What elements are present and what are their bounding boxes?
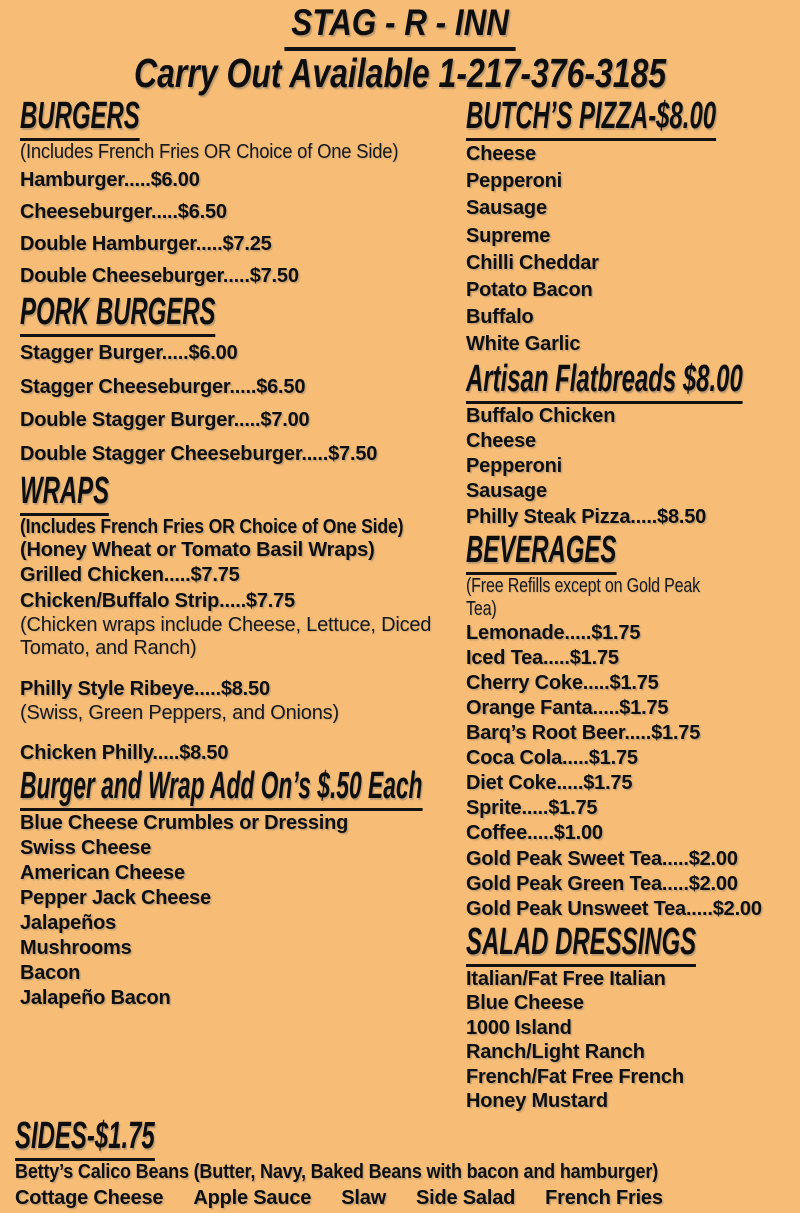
beverages-item-list — [466, 621, 800, 922]
menu-item: Double Stagger Burger.....$7.00 — [20, 409, 310, 432]
flatbreads-item-list — [466, 404, 800, 530]
menu-item: Double Stagger Cheeseburger.....$7.50 — [20, 442, 378, 465]
menu-item: Side Salad — [415, 1187, 516, 1210]
menu-item: Blue Cheese — [466, 992, 584, 1015]
menu-item: Sausage — [466, 197, 547, 220]
menu-item: Blue Cheese Crumbles or Dressing — [20, 812, 349, 835]
salad-dressings-item-list — [466, 967, 800, 1113]
page-title: STAG - R - INN — [284, 2, 515, 51]
menu-item: Lemonade.....$1.75 — [466, 621, 641, 644]
menu-item: Ranch/Light Ranch — [466, 1041, 645, 1064]
menu-item: Grilled Chicken.....$7.75 — [20, 564, 240, 587]
menu-item: Gold Peak Sweet Tea.....$2.00 — [466, 847, 738, 870]
menu-item: Stagger Burger.....$6.00 — [20, 342, 238, 365]
section-pizza — [466, 96, 800, 359]
menu-item: Potato Bacon — [466, 279, 593, 302]
beverages-heading: BEVERAGES — [466, 530, 616, 575]
add-ons-item-list — [20, 811, 462, 1011]
menu-item: Pepper Jack Cheese — [20, 887, 211, 910]
menu-item: Orange Fanta.....$1.75 — [466, 697, 669, 720]
menu-item: Pepperoni — [466, 455, 562, 478]
menu-item: Gold Peak Green Tea.....$2.00 — [466, 872, 738, 895]
wraps-heading: WRAPS — [20, 471, 109, 516]
menu-item: Swiss Cheese — [20, 837, 152, 860]
menu-item: Jalapeño Bacon — [20, 987, 171, 1010]
menu-item: Apple Sauce — [193, 1187, 312, 1210]
menu-item: Cherry Coke.....$1.75 — [466, 671, 659, 694]
pizza-item-list — [466, 141, 800, 359]
burgers-heading: BURGERS — [20, 96, 140, 141]
section-wraps — [20, 471, 462, 766]
section-sides — [15, 1116, 790, 1211]
section-beverages — [466, 530, 800, 922]
menu-item: Coca Cola.....$1.75 — [466, 747, 638, 770]
menu-item: Philly Steak Pizza.....$8.50 — [466, 505, 707, 528]
sides-heading: SIDES-$1.75 — [15, 1116, 155, 1161]
menu-item: Honey Mustard — [466, 1089, 608, 1112]
left-column — [20, 96, 462, 1011]
menu-item: Chicken Philly.....$8.50 — [20, 742, 229, 765]
menu-item: Cheese — [466, 143, 536, 166]
menu-item: Double Hamburger.....$7.25 — [20, 233, 272, 256]
pizza-heading: BUTCH’S PIZZA-$8.00 — [466, 96, 716, 141]
menu-item: Mushrooms — [20, 937, 132, 960]
section-salad-dressings — [466, 922, 800, 1113]
burgers-note: (Includes French Fries OR Choice of One Side) — [20, 141, 399, 164]
menu-item: Slaw — [341, 1187, 386, 1210]
right-column — [466, 96, 800, 1113]
pork-burgers-item-list — [20, 337, 462, 471]
menu-item: Philly Style Ribeye.....$8.50 — [20, 678, 270, 701]
menu-item: Bacon — [20, 962, 81, 985]
menu-item: Italian/Fat Free Italian — [466, 967, 666, 990]
menu-item: Coffee.....$1.00 — [466, 822, 603, 845]
pork-burgers-heading: PORK BURGERS — [20, 292, 216, 337]
salad-dressings-heading: SALAD DRESSINGS — [466, 922, 696, 967]
menu-item: Buffalo — [466, 306, 534, 329]
menu-item: Barq’s Root Beer.....$1.75 — [466, 722, 701, 745]
menu-item: Buffalo Chicken — [466, 404, 616, 427]
menu-item: Gold Peak Unsweet Tea.....$2.00 — [466, 897, 762, 920]
calico-beans-line: Betty’s Calico Beans (Butter, Navy, Baked Beans with bacon and hamburger) — [15, 1161, 659, 1184]
menu-item: French Fries — [545, 1187, 663, 1210]
flatbreads-heading: Artisan Flatbreads $8.00 — [466, 359, 743, 404]
wraps-item-list — [20, 562, 462, 614]
menu-item: Pepperoni — [466, 170, 562, 193]
menu-item: Cheeseburger.....$6.50 — [20, 201, 227, 224]
wraps-note-breads: (Honey Wheat or Tomato Basil Wraps) — [20, 539, 375, 562]
menu-item: Jalapeños — [20, 912, 117, 935]
menu-item: Diet Coke.....$1.75 — [466, 772, 633, 795]
menu-item: Iced Tea.....$1.75 — [466, 646, 619, 669]
menu-item: White Garlic — [466, 333, 581, 356]
add-ons-heading: Burger and Wrap Add On’s $.50 Each — [20, 766, 422, 811]
wraps-note-sides: (Includes French Fries OR Choice of One Side) — [20, 516, 404, 539]
menu-item: Chicken/Buffalo Strip.....$7.75 — [20, 590, 295, 613]
section-burgers — [20, 96, 462, 292]
chicken-wraps-note: (Chicken wraps include Cheese, Lettuce, Diced Tomato, and Ranch) — [20, 614, 432, 660]
menu-item: Hamburger.....$6.00 — [20, 169, 200, 192]
menu-item: Double Cheeseburger.....$7.50 — [20, 265, 299, 288]
menu-header — [0, 2, 800, 96]
menu-item: Cottage Cheese — [15, 1187, 164, 1210]
burgers-item-list — [20, 164, 462, 292]
menu-item: Supreme — [466, 224, 551, 247]
sides-item-row — [15, 1185, 790, 1211]
beverages-note: (Free Refills except on Gold Peak Tea) — [466, 574, 700, 620]
menu-item: Sausage — [466, 480, 547, 503]
ribeye-note: (Swiss, Green Peppers, and Onions) — [20, 702, 339, 725]
section-add-ons — [20, 766, 462, 1011]
menu-item: American Cheese — [20, 862, 185, 885]
menu-item: Sprite.....$1.75 — [466, 797, 598, 820]
carryout-phone-line: Carry Out Available 1-217-376-3185 — [133, 49, 667, 96]
section-pork-burgers — [20, 292, 462, 471]
menu-item: Stagger Cheeseburger.....$6.50 — [20, 375, 306, 398]
menu-item: Cheese — [466, 429, 536, 452]
menu-item: Chilli Cheddar — [466, 251, 599, 274]
section-flatbreads — [466, 359, 800, 530]
menu-item: 1000 Island — [466, 1016, 572, 1039]
menu-item: French/Fat Free French — [466, 1065, 684, 1088]
